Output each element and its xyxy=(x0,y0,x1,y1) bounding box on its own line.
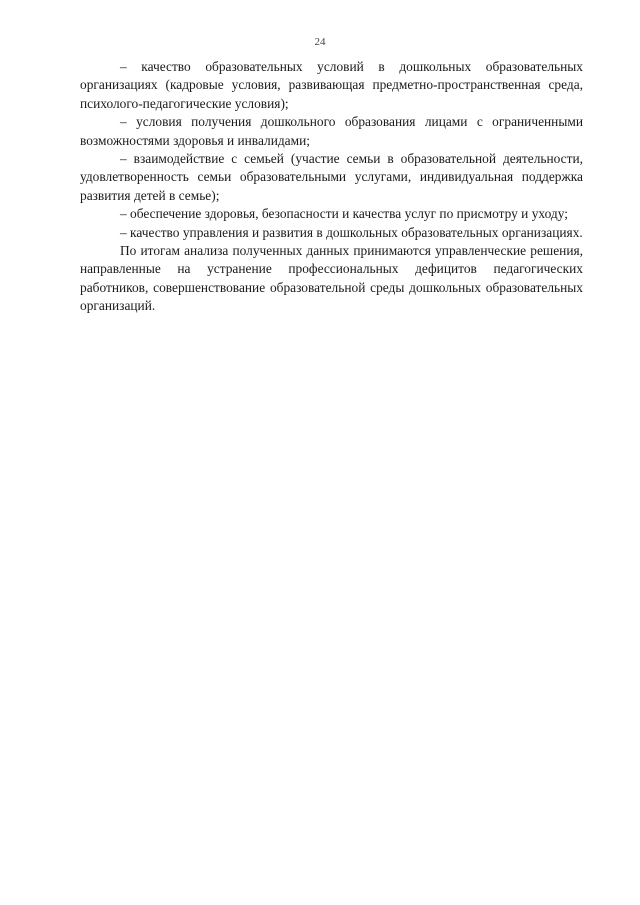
list-item-management-quality: – качество управления и развития в дошкольных образовательных организациях. xyxy=(120,224,583,240)
list-item-disability-conditions: – условия получения дошкольного образования лицами с ограниченными возможностями здоровья и инвалидами; xyxy=(80,114,583,148)
document-body xyxy=(80,58,583,316)
conclusion-paragraph: По итогам анализа полученных данных принимаются управленческие решения, направленные на устранение профессиональных дефицитов педагогических работников, совершенствование образовательной среды дошкольных образовательных организаций. xyxy=(80,243,583,314)
list-item-education-conditions: – качество образовательных условий в дошкольных образовательных организациях (кадровые условия, развивающая предметно-пространственная среда, психолого-педагогические условия); xyxy=(80,59,583,111)
list-item-family-interaction: – взаимодействие с семьей (участие семьи в образовательной деятельности, удовлетворенность семьи образовательными услугами, индивидуальная поддержка развития детей в семье); xyxy=(80,151,583,203)
list-item-health-safety: – обеспечение здоровья, безопасности и качества услуг по присмотру и уходу; xyxy=(120,206,568,222)
page-number: 24 xyxy=(314,36,326,48)
